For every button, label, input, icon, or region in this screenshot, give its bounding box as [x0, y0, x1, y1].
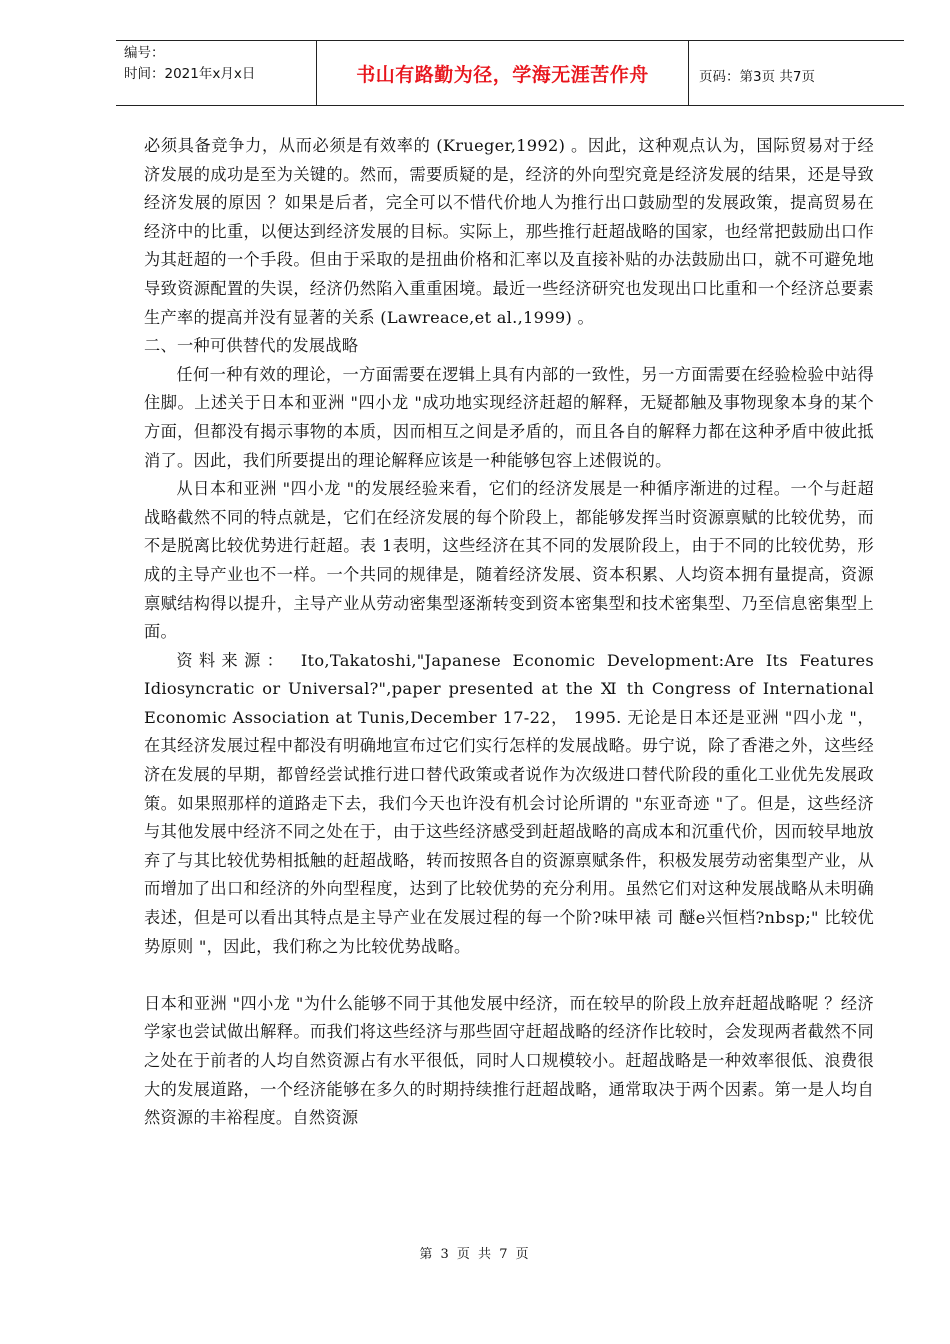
paragraph-3: 从日本和亚洲 "四小龙 "的发展经验来看，它们的经济发展是一种循序渐进的过程。一个与赶超战略截然不同的特点就是，它们在经济发展的每个阶段上，都能够发挥当时资源禀赋的比较优势，而不是脱离比较优势进行赶超。表 1表明，这些经济在其不同的发展阶段上，由于不同的比较优势，形成的主导产业也不一样。一个共同的规律是，随着经济发展、资本积累、人均资本拥有量提高，资源禀赋结构得以提升，主导产业从劳动密集型逐渐转变到资本密集型和技术密集型、乃至信息密集型上面。	[144, 479, 874, 642]
header-page-info: 页码：第3页 共7页	[699, 69, 815, 85]
page-footer: 第 3 页 共 7 页	[419, 1247, 531, 1262]
header-motto-cell	[316, 41, 689, 105]
paragraph-2: 任何一种有效的理论，一方面需要在逻辑上具有内部的一致性，另一方面需要在经验检验中站得住脚。上述关于日本和亚洲 "四小龙 "成功地实现经济赶超的解释，无疑都触及事物现象本身的某个方面，但都没有揭示事物的本质，因而相互之间是矛盾的，而且各自的解释力都在这种矛盾中彼此抵消了。因此，我们所要提出的理论解释应该是一种能够包容上述假说的。	[144, 364, 874, 470]
section-heading: 二、一种可供替代的发展战略	[144, 336, 359, 356]
document-body	[144, 132, 874, 1133]
header-motto: 书山有路勤为径，学海无涯苦作舟	[356, 63, 649, 86]
header-number-label: 编号：	[124, 45, 165, 61]
page-header	[116, 40, 904, 106]
paragraph-1: 必须具备竞争力，从而必须是有效率的 (Krueger,1992) 。因此，这种观点认为，国际贸易对于经济发展的成功是至为关键的。然而，需要质疑的是，经济的外向型究竟是经济发展的结果，还是导致经济发展的原因 ？如果是后者，完全可以不惜代价地人为推行出口鼓励型的发展政策，提高贸易在经济中的比重，以便达到经济发展的目标。实际上，那些推行赶超战略的国家，也经常把鼓励出口作为其赶超的一个手段。但由于采取的是扭曲价格和汇率以及直接补贴的办法鼓励出口，就不可避免地导致资源配置的失误，经济仍然陷入重重困境。最近一些经济研究也发现出口比重和一个经济总要素生产率的提高并没有显著的关系 (Lawreace,et al.,1999) 。	[144, 136, 874, 327]
header-time-label: 时间：2021年x月x日	[124, 66, 256, 82]
header-meta	[116, 41, 316, 105]
paragraph-5: 日本和亚洲 "四小龙 "为什么能够不同于其他发展中经济，而在较早的阶段上放弃赶超战略呢 ？经济学家也尝试做出解释。而我们将这些经济与那些固守赶超战略的经济作比较时，会发现两者截然不同之处在于前者的人均自然资源占有水平很低，同时人口规模较小。赶超战略是一种效率很低、浪费很大的发展道路，一个经济能够在多久的时期持续推行赶超战略，通常取决于两个因素。第一是人均自然资源的丰裕程度。自然资源	[144, 993, 874, 1128]
paragraph-gap	[144, 961, 874, 990]
paragraph-4: 资料来源： Ito,Takatoshi,"Japanese Economic Development:Are Its Features Idiosyncratic or Universal?",paper presented at the Ⅺ th Congress of International Economic Association at Tunis,December 17-22， 1995. 无论是日本还是亚洲 "四小龙 "，在其经济发展过程中都没有明确地宣布过它们实行怎样的发展战略。毋宁说，除了香港之外，这些经济在发展的早期，都曾经尝试推行进口替代政策或者说作为次级进口替代阶段的重化工业优先发展政策。如果照那样的道路走下去，我们今天也许没有机会讨论所谓的 "东亚奇迹 "了。但是，这些经济与其他发展中经济不同之处在于，由于这些经济感受到赶超战略的高成本和沉重代价，因而较早地放弃了与其比较优势相抵触的赶超战略，转而按照各自的资源禀赋条件，积极发展劳动密集型产业，从而增加了出口和经济的外向型程度，达到了比较优势的充分利用。虽然它们对这种发展战略从未明确表述，但是可以看出其特点是主导产业在发展过程的每一个阶?味甲裱 司 醚e兴恒档?nbsp;" 比较优势原则 "，因此，我们称之为比较优势战略。	[144, 650, 874, 956]
